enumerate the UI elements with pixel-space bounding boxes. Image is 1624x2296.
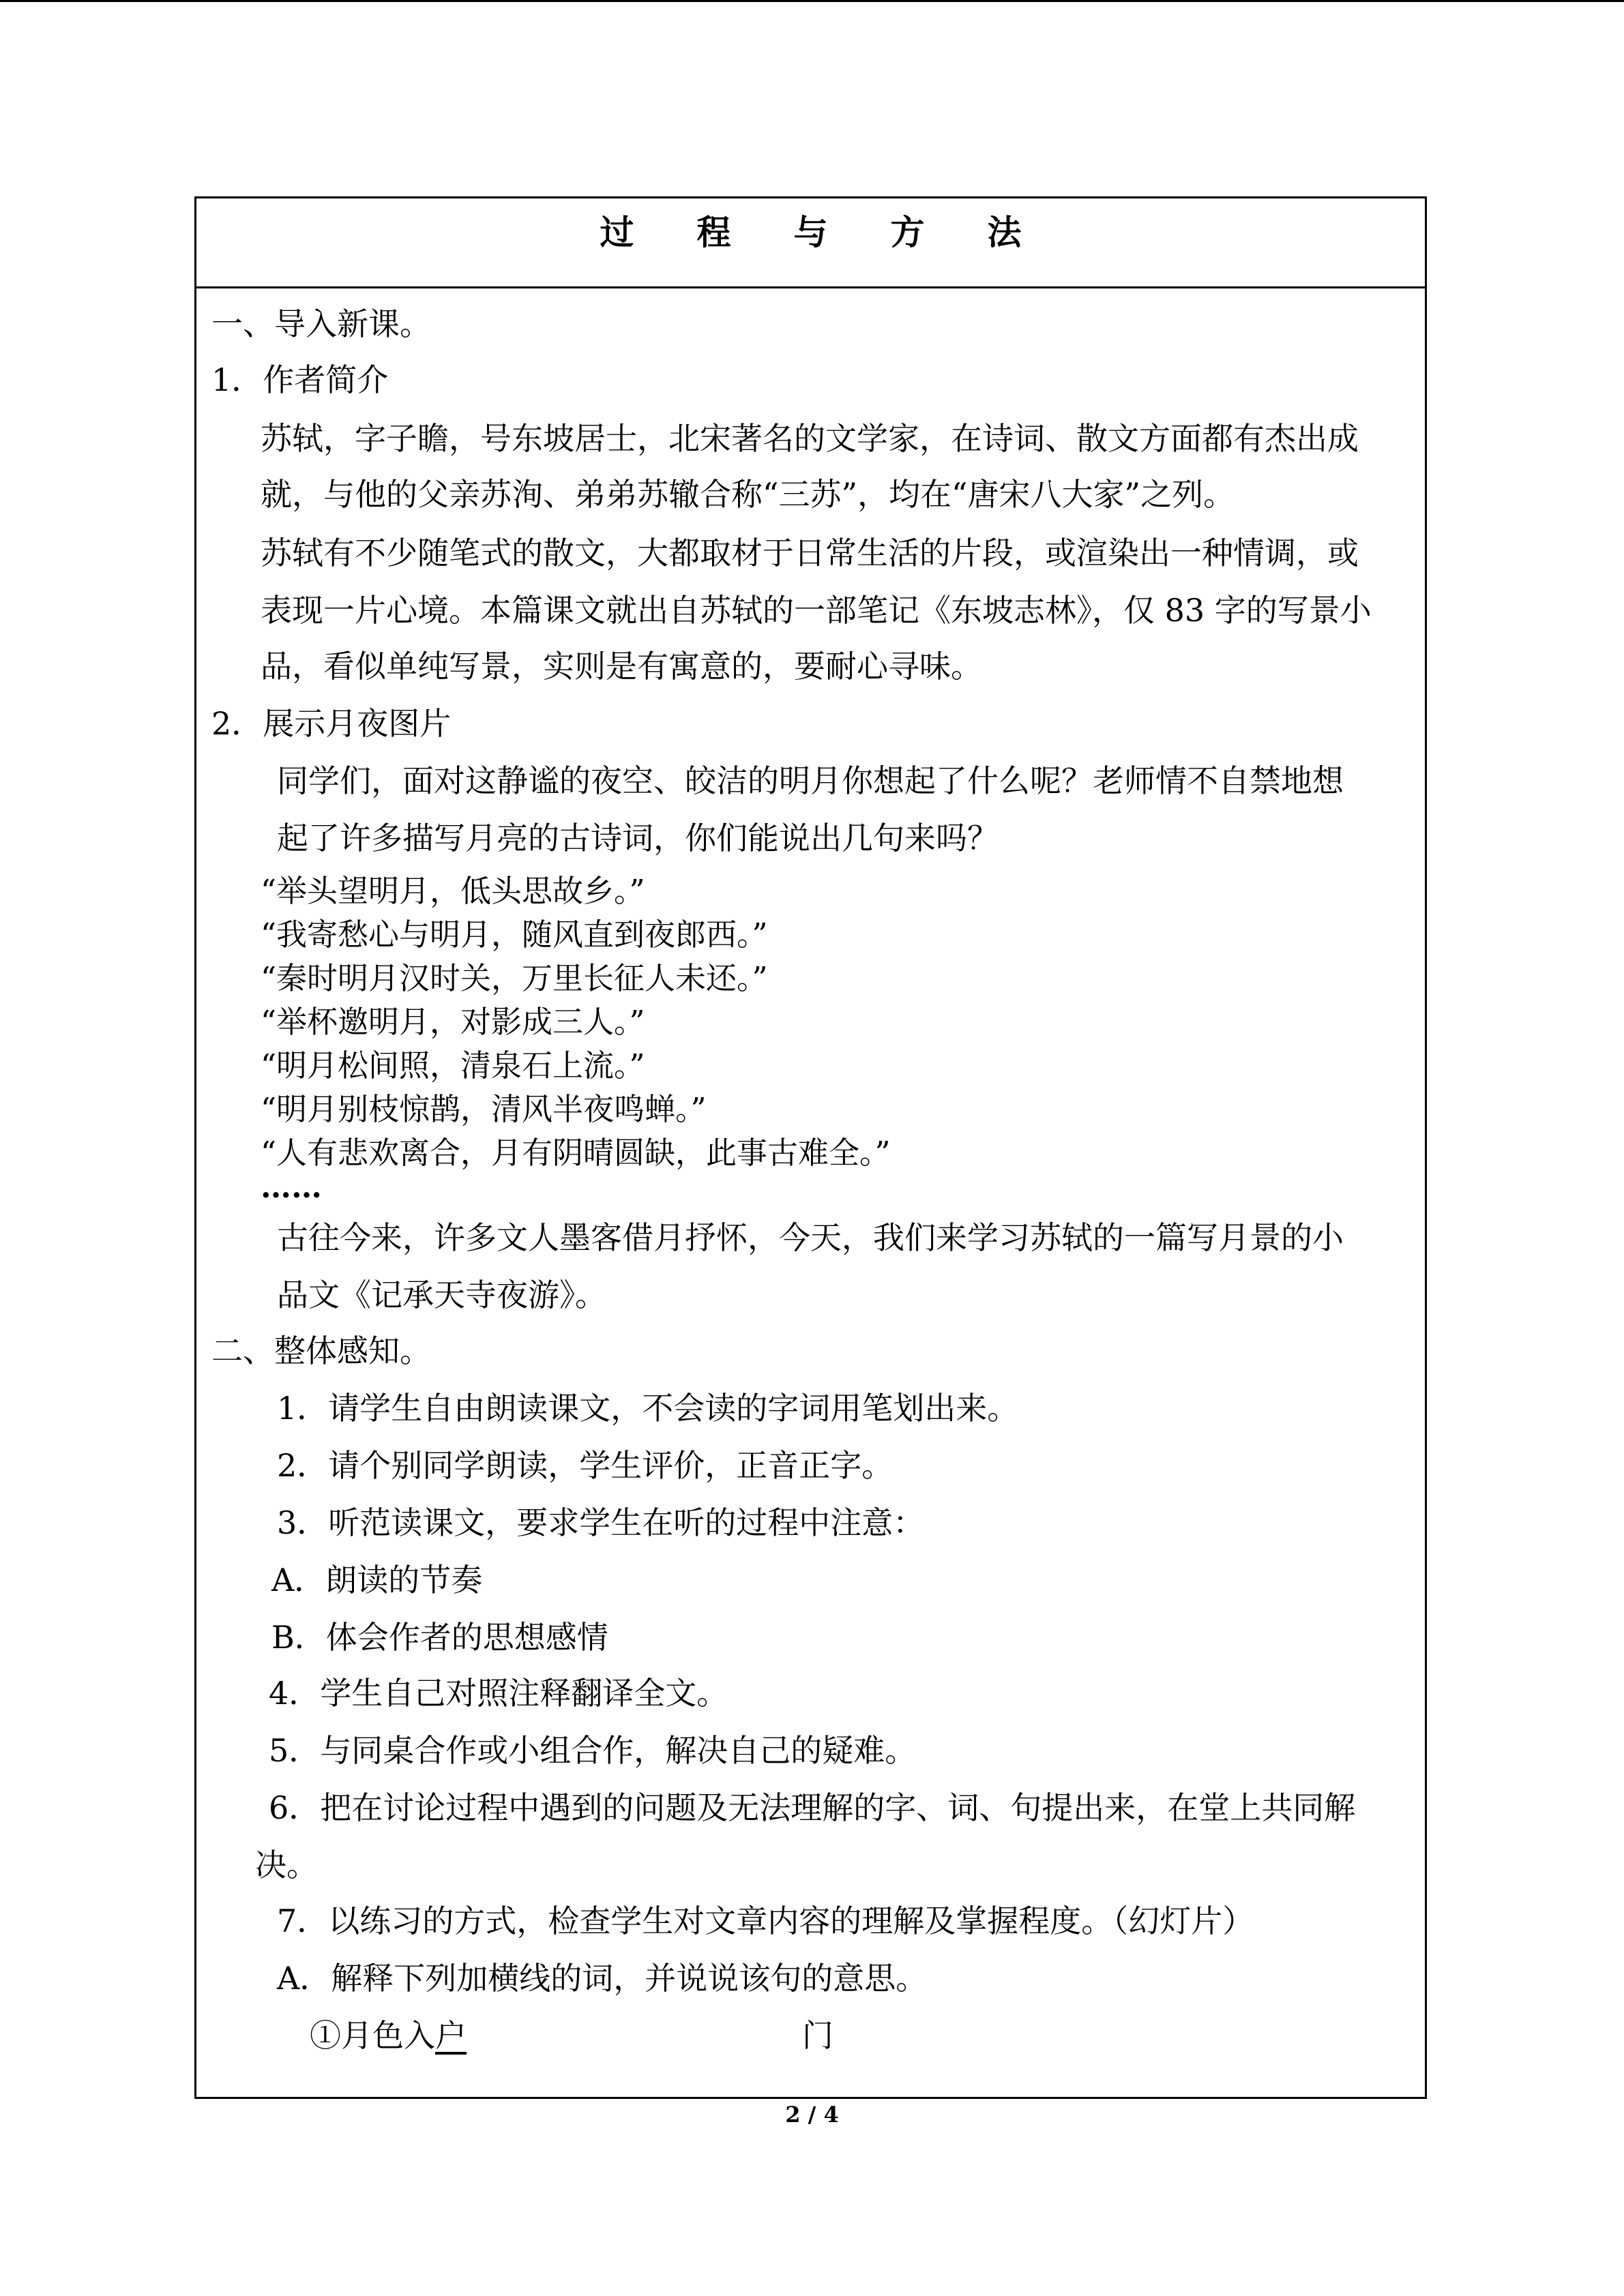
step-item: 2．请个别同学朗读，学生评价，正音正字。 (277, 1447, 894, 1484)
paragraph-line: 起了许多描写月亮的古诗词，你们能说出几句来吗？ (277, 820, 999, 856)
poem-line: “举头望明月，低头思故乡。” (261, 873, 645, 909)
step-item: 3．听范读课文，要求学生在听的过程中注意： (277, 1504, 925, 1541)
poem-line: “举杯邀明月，对影成三人。” (261, 1004, 645, 1040)
table-header-row (196, 198, 1425, 288)
section-title: 过程与方法 (600, 212, 1084, 252)
exercise-item (310, 2015, 467, 2056)
poem-line: “明月松间照，清泉石上流。” (261, 1047, 645, 1084)
heading-overall: 二、整体感知。 (211, 1332, 431, 1369)
poem-line: “我寄愁心与明月，随风直到夜郎西。” (261, 916, 768, 953)
sub-item: A．朗读的节奏 (271, 1562, 483, 1598)
paragraph-line: 苏轼，字子瞻，号东坡居士，北宋著名的文学家，在诗词、散文方面都有杰出成 (261, 420, 1359, 457)
heading-intro: 一、导入新课。 (211, 305, 431, 342)
subheading-moon-picture: 2．展示月夜图片 (211, 705, 452, 742)
step-item: 7．以练习的方式，检查学生对文章内容的理解及掌握程度。（幻灯片） (277, 1903, 1254, 1939)
poem-line: “秦时明月汉时关，万里长征人未还。” (261, 960, 768, 996)
step-item-continuation: 决。 (255, 1847, 318, 1883)
sub-item: A．解释下列加横线的词，并说说该句的意思。 (277, 1960, 928, 1997)
paragraph-line: 同学们，面对这静谧的夜空、皎洁的明月你想起了什么呢？老师情不自禁地想 (277, 762, 1344, 799)
poem-line: “明月别枝惊鹊，清风半夜鸣蝉。” (261, 1091, 707, 1127)
underlined-word: 户 (435, 2017, 467, 2054)
subheading-author: 1．作者简介 (211, 361, 389, 398)
poem-line: “人有悲欢离合，月有阴晴圆缺，此事古难全。” (261, 1135, 891, 1171)
paragraph-line: 品，看似单纯写景，实则是有寓意的，要耐心寻味。 (261, 648, 982, 685)
paragraph-line: 古往今来，许多文人墨客借月抒怀，今天，我们来学习苏轼的一篇写月景的小 (277, 1219, 1344, 1256)
paragraph-line: 品文《记承天寺夜游》。 (277, 1277, 606, 1313)
paragraph-line: 苏轼有不少随笔式的散文，大都取材于日常生活的片段，或渲染出一种情调，或 (261, 535, 1359, 571)
paragraph-line: 表现一片心境。本篇课文就出自苏轼的一部笔记《东坡志林》，仅 83 字的写景小 (261, 592, 1372, 629)
page-top-rule (0, 0, 1624, 2)
lesson-table (194, 196, 1427, 2099)
sub-item: B．体会作者的思想感情 (271, 1619, 608, 1656)
page-number: 2 / 4 (785, 2102, 839, 2128)
exercise-prefix: ①月色入 (310, 2017, 435, 2054)
step-item: 6．把在讨论过程中遇到的问题及无法理解的字、词、句提出来，在堂上共同解 (269, 1789, 1356, 1826)
step-item: 4．学生自己对照注释翻译全文。 (269, 1675, 728, 1712)
paragraph-line: 就，与他的父亲苏洵、弟弟苏辙合称“三苏”，均在“唐宋八大家”之列。 (261, 476, 1235, 513)
exercise-gloss: 门 (802, 2017, 833, 2054)
step-item: 1．请学生自由朗读课文，不会读的字词用笔划出来。 (277, 1390, 1019, 1427)
step-item: 5．与同桌合作或小组合作，解决自己的疑难。 (269, 1732, 917, 1769)
ellipsis: …… (261, 1169, 322, 1205)
